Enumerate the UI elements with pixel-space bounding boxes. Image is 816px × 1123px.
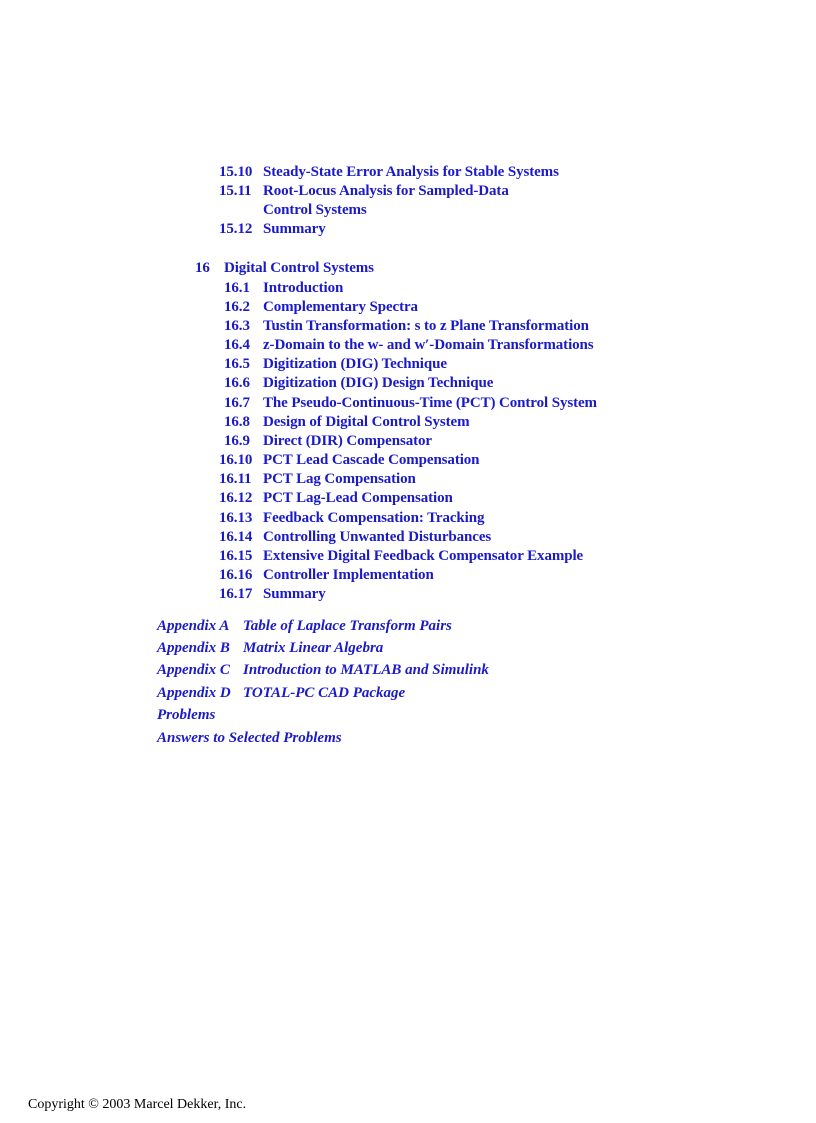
section-title: Tustin Transformation: s to z Plane Transformation: [263, 318, 589, 334]
section-number: 15.12: [219, 221, 253, 237]
section-title: Digitization (DIG) Technique: [263, 356, 447, 372]
section-title: PCT Lead Cascade Compensation: [263, 452, 480, 468]
section-title: The Pseudo-Continuous-Time (PCT) Control System: [263, 395, 597, 411]
section-title: Controlling Unwanted Disturbances: [263, 529, 492, 545]
section-number: 16.14: [219, 529, 253, 545]
section-number: 16.15: [219, 548, 253, 564]
section-number: 16.13: [219, 510, 253, 526]
section-number: 16.16: [219, 567, 253, 583]
section-number: 16.11: [219, 471, 252, 487]
toc-answers[interactable]: [157, 729, 342, 747]
appendix-label: Appendix B: [157, 640, 230, 656]
section-title: Control Systems: [263, 202, 367, 218]
toc-appendix-b[interactable]: [157, 639, 384, 657]
section-number: 16.8: [224, 414, 250, 430]
section-number: 15.11: [219, 183, 252, 199]
toc-problems[interactable]: [157, 706, 215, 724]
copyright-notice: Copyright © 2003 Marcel Dekker, Inc.: [28, 1097, 247, 1112]
section-number: 16.4: [224, 337, 250, 353]
appendix-title: Introduction to MATLAB and Simulink: [243, 662, 489, 678]
toc-appendix-c[interactable]: [157, 661, 489, 679]
section-number: 16.12: [219, 490, 253, 506]
section-title: Controller Implementation: [263, 567, 434, 583]
section-title: Introduction: [263, 280, 344, 296]
section-title: Design of Digital Control System: [263, 414, 470, 430]
section-title: z-Domain to the w- and w′-Domain Transformations: [263, 337, 594, 353]
section-number: 16.9: [224, 433, 250, 449]
section-title: Extensive Digital Feedback Compensator Example: [263, 548, 584, 564]
section-number: 16.3: [224, 318, 250, 334]
section-title: Digitization (DIG) Design Technique: [263, 375, 494, 391]
back-matter-title: Problems: [157, 707, 216, 723]
appendix-label: Appendix A: [157, 618, 230, 634]
section-number: 16.1: [224, 280, 250, 296]
section-number: 16.7: [224, 395, 250, 411]
toc-appendix-a[interactable]: [157, 617, 452, 635]
appendix-label: Appendix D: [157, 685, 231, 701]
section-title: Summary: [263, 586, 326, 602]
back-matter-title: Answers to Selected Problems: [157, 730, 342, 746]
section-number: 16.10: [219, 452, 253, 468]
section-title: Root-Locus Analysis for Sampled-Data: [263, 183, 509, 199]
appendix-title: Matrix Linear Algebra: [243, 640, 384, 656]
section-number: 15.10: [219, 164, 253, 180]
section-title: Feedback Compensation: Tracking: [263, 510, 485, 526]
appendix-title: TOTAL-PC CAD Package: [243, 685, 406, 701]
appendix-label: Appendix C: [157, 662, 230, 678]
toc-appendix-d[interactable]: [157, 684, 406, 702]
section-title: PCT Lag-Lead Compensation: [263, 490, 453, 506]
section-number: 16.6: [224, 375, 250, 391]
chapter-title: Digital Control Systems: [224, 260, 374, 276]
appendix-title: Table of Laplace Transform Pairs: [243, 618, 452, 634]
section-number: 16.5: [224, 356, 250, 372]
section-title: Direct (DIR) Compensator: [263, 433, 432, 449]
section-number: 16.17: [219, 586, 253, 602]
section-title: PCT Lag Compensation: [263, 471, 416, 487]
section-number: 16.2: [224, 299, 250, 315]
chapter-number: 16: [195, 260, 210, 276]
section-title: Steady-State Error Analysis for Stable Systems: [263, 164, 559, 180]
section-title: Complementary Spectra: [263, 299, 418, 315]
section-title: Summary: [263, 221, 326, 237]
